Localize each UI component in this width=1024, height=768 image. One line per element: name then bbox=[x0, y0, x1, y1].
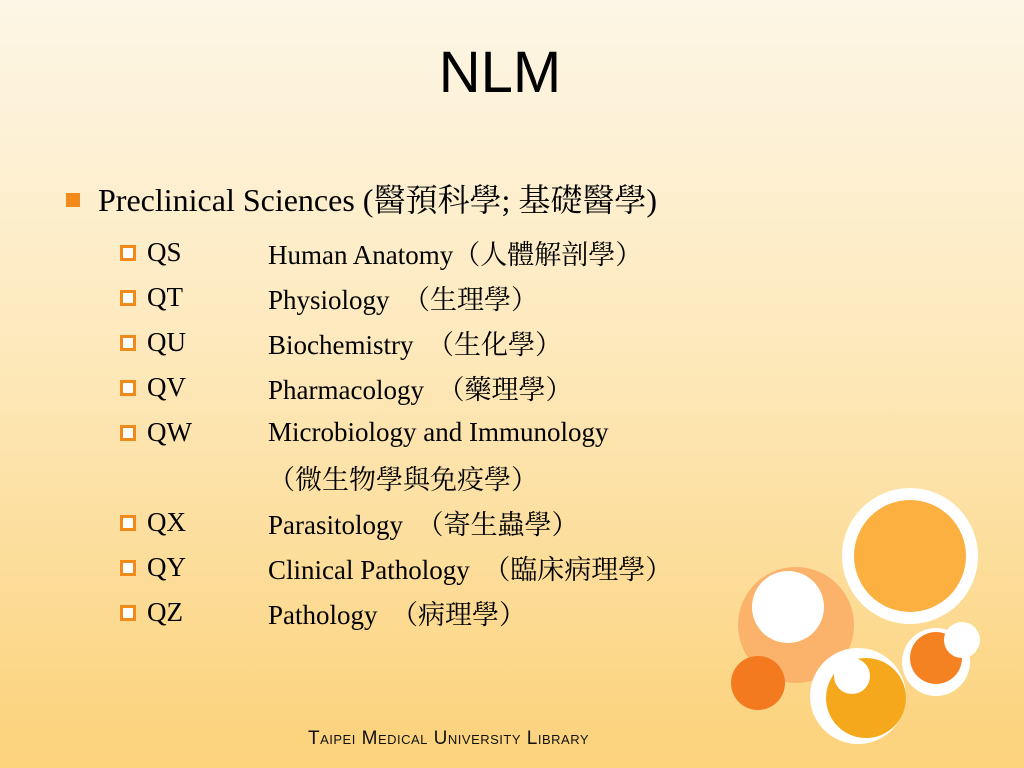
hollow-square-bullet-icon bbox=[120, 515, 136, 531]
class-description: Microbiology and Immunology bbox=[268, 417, 609, 447]
square-bullet-icon bbox=[66, 193, 80, 207]
list-item-qu bbox=[120, 320, 672, 365]
circle-bottom-white-dot bbox=[834, 658, 870, 694]
list-item-qy bbox=[120, 545, 672, 590]
hollow-square-bullet-icon bbox=[120, 290, 136, 306]
class-description: Pathology （病理學） bbox=[268, 600, 527, 630]
hollow-square-bullet-icon bbox=[120, 560, 136, 576]
class-description: Pharmacology （藥理學） bbox=[268, 375, 573, 405]
footer-library-name: Taipei Medical University Library bbox=[308, 728, 590, 749]
classification-list bbox=[120, 230, 672, 635]
class-code: QW bbox=[147, 417, 192, 447]
hollow-square-bullet-icon bbox=[120, 335, 136, 351]
slide-title: NLM bbox=[438, 40, 562, 105]
bullet-heading bbox=[66, 180, 657, 220]
list-item-qw-continuation bbox=[120, 455, 672, 500]
class-code: QT bbox=[147, 282, 183, 312]
class-description: Human Anatomy（人體解剖學） bbox=[268, 240, 643, 270]
circle-large-inner bbox=[854, 500, 966, 612]
hollow-square-bullet-icon bbox=[120, 245, 136, 261]
list-item-qt bbox=[120, 275, 672, 320]
list-item-qw bbox=[120, 410, 672, 455]
class-code: QY bbox=[147, 552, 186, 582]
class-code: QS bbox=[147, 237, 182, 267]
list-item-qx bbox=[120, 500, 672, 545]
class-code: QX bbox=[147, 507, 186, 537]
class-code: QZ bbox=[147, 597, 183, 627]
circle-bottom-orange bbox=[731, 656, 785, 710]
class-description: Physiology （生理學） bbox=[268, 285, 539, 315]
class-description-continuation: （微生物學與免疫學） bbox=[268, 465, 538, 495]
list-item-qs bbox=[120, 230, 672, 275]
hollow-square-bullet-icon bbox=[120, 425, 136, 441]
hollow-square-bullet-icon bbox=[120, 605, 136, 621]
class-code: QU bbox=[147, 327, 186, 357]
list-item-qv bbox=[120, 365, 672, 410]
circle-medium-white bbox=[752, 571, 824, 643]
hollow-square-bullet-icon bbox=[120, 380, 136, 396]
heading-text: Preclinical Sciences (醫預科學; 基礎醫學) bbox=[98, 182, 657, 218]
list-item-qz bbox=[120, 590, 672, 635]
circle-tiny-white bbox=[944, 622, 980, 658]
class-description: Clinical Pathology （臨床病理學） bbox=[268, 555, 673, 585]
class-description: Parasitology （寄生蟲學） bbox=[268, 510, 579, 540]
class-code: QV bbox=[147, 372, 186, 402]
class-description: Biochemistry （生化學） bbox=[268, 330, 562, 360]
